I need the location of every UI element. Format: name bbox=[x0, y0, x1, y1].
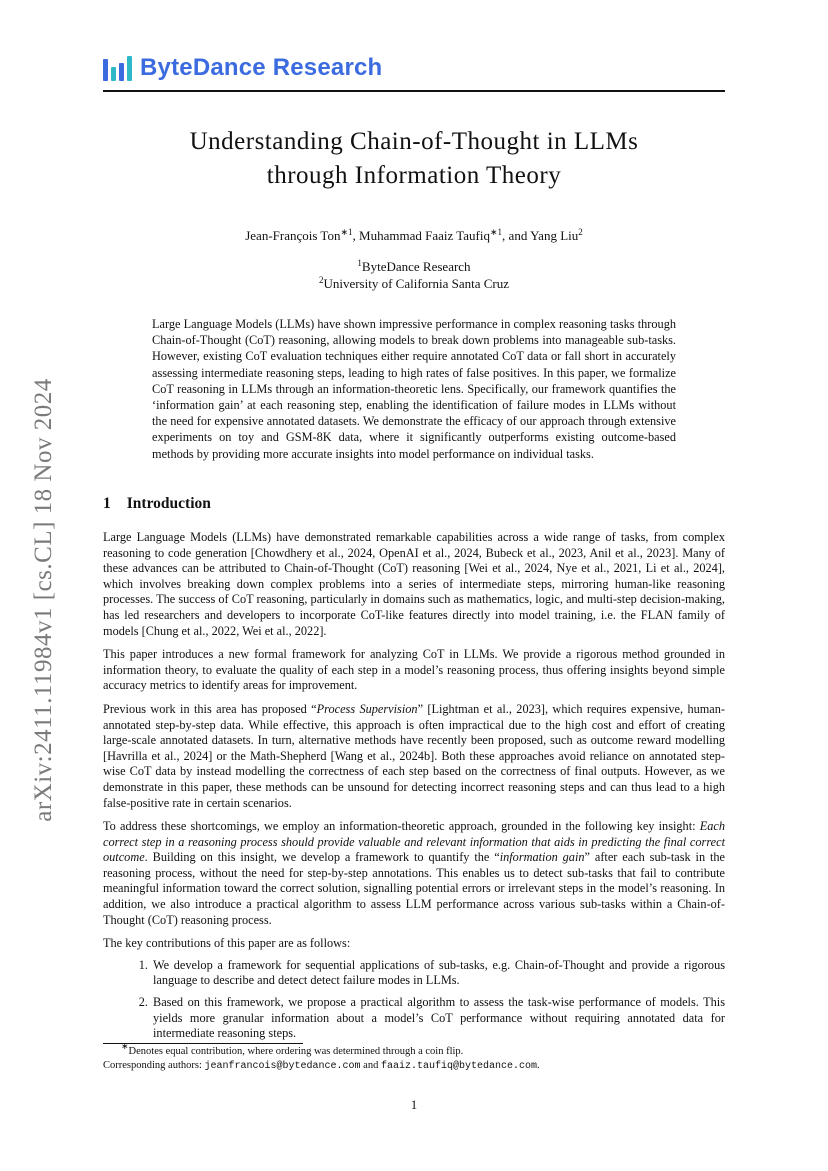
logo-text: ByteDance Research bbox=[140, 54, 383, 81]
bytedance-research-logo bbox=[103, 54, 382, 82]
footnotes bbox=[103, 1041, 725, 1074]
bytedance-logo-icon bbox=[103, 55, 132, 81]
email-link[interactable]: jeanfrancois@bytedance.com bbox=[204, 1061, 361, 1072]
affiliation-name: University of California Santa Cruz bbox=[323, 276, 510, 291]
paragraph: Large Language Models (LLMs) have demonstrated remarkable capabilities across a wide range of tasks, from complex reasoning to code generation [Chowdhery et al., 2024, OpenAI et al., 2024, Bubeck et al., 2023, Anil et al., 2023]. Many of these advances can be attributed to Chain-of-Thought (CoT) reasoning [Wei et al., 2024, Nye et al., 2021, Li et al., 2024], which involves breaking down complex problems into a series of intermediate steps, mirroring human-like reasoning processes. The success of CoT reasoning, particularly in domains such as mathematics, logic, and multi-step decision-making, has led researchers and developers to incorporate CoT-like features directly into model training, i.e. the FLAN family of models [Chung et al., 2022, Wei et al., 2022]. bbox=[103, 530, 725, 638]
author-mark: ∗1 bbox=[490, 227, 503, 237]
text-run: ” [Lightman et al., 2023], which requires expensive, human-annotated step-by-step data. While effective, this approach is often impractical due to the high cost and effort of creating large-scale annotated datasets. In turn, alternative methods have recently been proposed, such as outcome reward modelling [Havrilla et al., 2024] or the Math-Shepherd [Wang et al., 2024b]. Both these approaches avoid reliance on annotated step-wise CoT data by instead modelling the correctness of each step based on the correctness of final outputs. However, as we demonstrate in this paper, these methods can be unsound for detecting incorrect reasoning steps and can thus lead to a high false-positive rate in certain scenarios. bbox=[103, 701, 726, 810]
text-run: To address these shortcomings, we employ an information-theoretic approach, grounded in the following key insight: bbox=[103, 819, 700, 834]
text-run: Previous work in this area has proposed “ bbox=[103, 701, 317, 716]
section-title: Introduction bbox=[126, 495, 211, 512]
affiliation bbox=[103, 275, 725, 292]
abstract: Large Language Models (LLMs) have shown impressive performance in complex reasoning tasks through Chain-of-Thought (CoT) reasoning, allowing models to break down problems into manageable sub-tasks. However, existing CoT evaluation techniques either require annotated CoT data or fall short in accurately assessing intermediate reasoning steps, leading to high rates of false positives. In this paper, we formalize CoT reasoning in LLMs through an information-theoretic lens. Specifically, our framework quantifies the ‘information gain’ at each reasoning step, enabling the identification of failure modes in LLMs without the need for expensive annotated datasets. We demonstrate the efficacy of our approach through extensive experiments on toy and GSM-8K data, where it significantly outperforms existing outcome-based methods by providing more accurate insights into model performance on individual tasks. bbox=[152, 317, 676, 461]
header-rule bbox=[103, 90, 725, 92]
affiliation-name: ByteDance Research bbox=[361, 259, 471, 274]
author-separator: , and bbox=[502, 228, 531, 243]
author-mark: ∗1 bbox=[340, 227, 353, 237]
footnote-text: and bbox=[360, 1060, 381, 1071]
text-run: ” after each sub-task in the reasoning process, without the need for step-by-step annotations. This enables us to detect sub-tasks that fail to contribute meaningful information toward the correct solution, signalling potential errors or irrelevant steps in the model’s reasoning. In addition, we also introduce a practical algorithm to assess LLM performance across various sub-tasks within a Chain-of-Thought (CoT) reasoning process. bbox=[103, 850, 725, 927]
paragraph bbox=[103, 819, 725, 928]
footnote-text: Denotes equal contribution, where ordering was determined through a coin flip. bbox=[128, 1046, 464, 1057]
paragraph: This paper introduces a new formal framework for analyzing CoT in LLMs. We provide a rigorous method grounded in information theory, to evaluate the quality of each step in a model’s reasoning process, thus offering insights beyond simple accuracy metrics to identify areas for improvement. bbox=[103, 647, 725, 693]
list-item: 1. We develop a framework for sequential applications of sub-tasks, e.g. Chain-of-Thought and provide a rigorous language to describe and detect detect failure modes in LLMs. bbox=[151, 958, 725, 989]
email-link[interactable]: faaiz.taufiq@bytedance.com bbox=[380, 1061, 537, 1072]
affiliation bbox=[103, 258, 725, 275]
footnote-text: . bbox=[536, 1060, 540, 1071]
arxiv-stamp: arXiv:2411.11984v1 [cs.CL] 18 Nov 2024 bbox=[30, 378, 57, 822]
footnote bbox=[103, 1041, 725, 1059]
paragraph bbox=[103, 702, 725, 811]
affiliations bbox=[103, 258, 725, 292]
title-line-2: through Information Theory bbox=[266, 162, 562, 189]
author-name: Yang Liu bbox=[530, 228, 579, 243]
author-list bbox=[103, 228, 725, 244]
footnote-rule bbox=[103, 1043, 303, 1044]
author-mark: 2 bbox=[578, 227, 583, 237]
paper-title bbox=[103, 125, 725, 193]
page-number: 1 bbox=[410, 1098, 418, 1112]
footnote-text: Corresponding authors: bbox=[103, 1060, 205, 1071]
text-run: . Building on this insight, we develop a framework to quantify the “ bbox=[144, 850, 500, 865]
author-name: Muhammad Faaiz Taufiq bbox=[359, 228, 490, 243]
author-name: Jean-François Ton bbox=[245, 228, 341, 243]
emphasis: information gain bbox=[499, 850, 585, 865]
emphasis: Each correct step in a reasoning process should provide valuable and relevant information that aids in predicting the final correct outcome bbox=[103, 819, 725, 865]
footnote-mark: ∗ bbox=[121, 1041, 129, 1051]
author-separator: , bbox=[352, 228, 360, 243]
body-text bbox=[103, 530, 725, 1048]
affiliation-mark: 2 bbox=[318, 275, 324, 285]
paragraph: The key contributions of this paper are as follows: bbox=[103, 936, 351, 951]
emphasis: Process Supervision bbox=[316, 701, 418, 716]
footnote bbox=[103, 1059, 725, 1074]
section-number: 1 bbox=[103, 495, 111, 512]
title-line-1: Understanding Chain-of-Thought in LLMs bbox=[189, 128, 639, 155]
contributions-list bbox=[103, 958, 725, 1042]
list-item: 2. Based on this framework, we propose a practical algorithm to assess the task-wise performance of models. This yields more granular information about a model’s CoT performance without requiring annotated data for intermediate reasoning steps. bbox=[151, 995, 725, 1042]
section-heading bbox=[103, 495, 211, 513]
affiliation-mark: 1 bbox=[357, 258, 362, 268]
